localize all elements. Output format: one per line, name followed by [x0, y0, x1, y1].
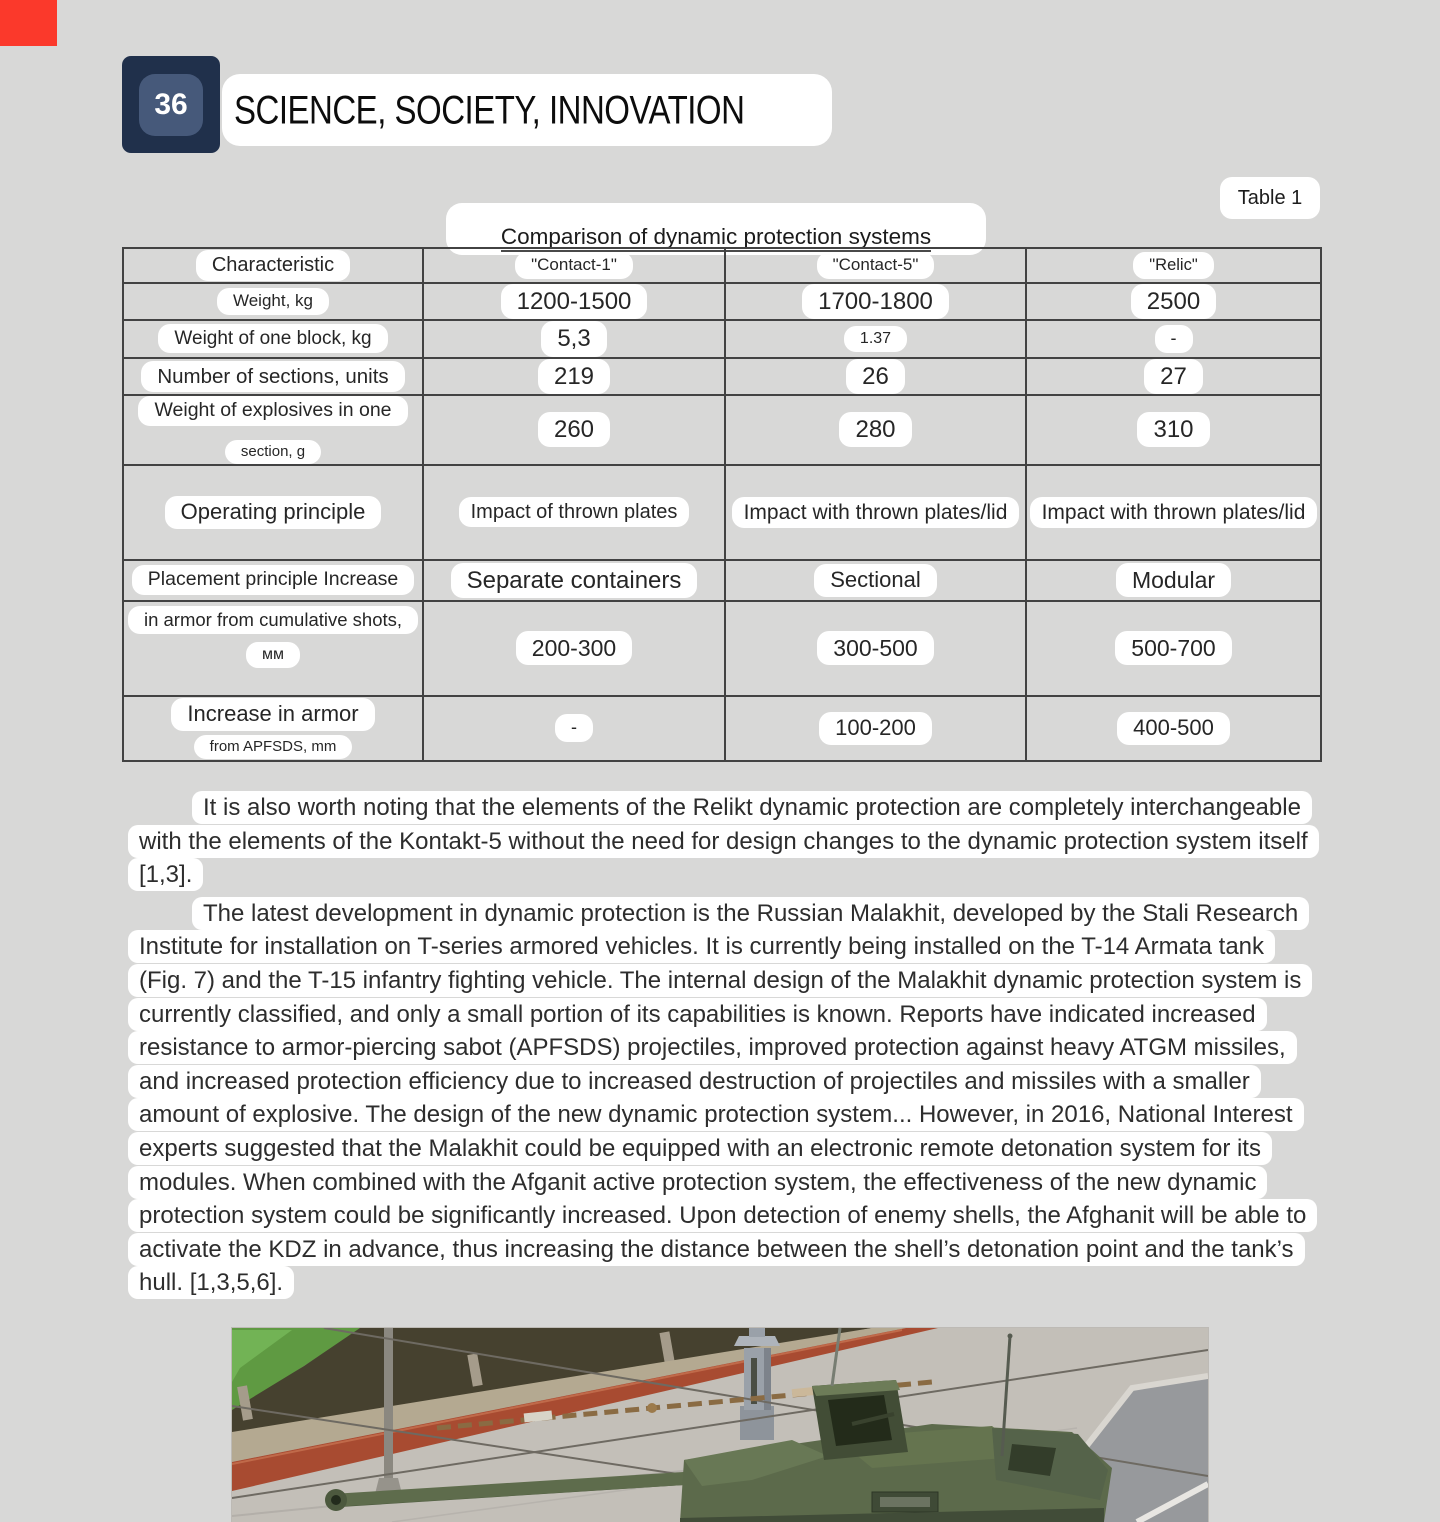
hull-plate-label: [880, 1497, 930, 1507]
comparison-table-wrap: [122, 247, 1320, 758]
table-header-row: [123, 248, 1321, 283]
paragraph-1-text: It is also worth noting that the elements of the Relikt dynamic protection are completely interchangeable with the elements of the Kontakt-5 without the need for design changes to the dynamic protection system itself [1,3].: [128, 791, 1319, 891]
table-row: [123, 601, 1321, 696]
cell-value: Impact with thrown plates/lid: [1030, 497, 1318, 528]
cell-value: 5,3: [541, 321, 606, 356]
table-row: [123, 320, 1321, 357]
table-row: [123, 560, 1321, 601]
page-number: 36: [154, 88, 188, 121]
row-label: Number of sections, units: [141, 361, 404, 392]
row-label: Weight, kg: [217, 288, 329, 315]
table-row: [123, 395, 1321, 465]
cell-value: 310: [1137, 412, 1209, 447]
cell-value: 260: [538, 412, 610, 447]
cell-value: -: [555, 714, 593, 742]
cell-value: 500-700: [1115, 631, 1231, 665]
row-label-stack: [124, 396, 422, 464]
journal-header: [222, 74, 832, 146]
cell-value: Modular: [1116, 563, 1231, 597]
row-label: in armor from cumulative shots,: [128, 606, 418, 635]
journal-header-title: SCIENCE, SOCIETY, INNOVATION: [234, 86, 745, 132]
row-label-stack: [124, 698, 422, 759]
cell-value: 1200-1500: [501, 284, 648, 319]
cell-value: Separate containers: [451, 563, 698, 598]
gun-muzzle-bore: [331, 1495, 341, 1505]
comparison-table: [122, 247, 1322, 762]
cell-value: 200-300: [516, 631, 632, 665]
table-row: [123, 696, 1321, 761]
row-label: Weight of one block, kg: [158, 324, 387, 353]
table-number-label: Table 1: [1220, 177, 1320, 219]
lamp-pole: [384, 1328, 393, 1486]
row-label-stack: [124, 602, 422, 668]
cell-value: 100-200: [819, 712, 932, 745]
table-row: [123, 358, 1321, 395]
paragraph-1: [128, 791, 1314, 892]
row-label: Placement principle Increase: [132, 565, 414, 595]
row-sublabel: мм: [246, 642, 300, 668]
cell-value: 27: [1144, 359, 1203, 394]
red-corner-marker: [0, 0, 57, 46]
paragraph-2: [128, 897, 1314, 1300]
tank-photo-illustration: [232, 1328, 1208, 1522]
row-label: Operating principle: [165, 496, 382, 529]
col-header-relic: "Relic": [1133, 252, 1213, 278]
page-number-badge-inner: [139, 74, 203, 136]
cell-value: 1700-1800: [802, 284, 949, 319]
cell-value: 26: [846, 359, 905, 394]
cell-value: 280: [839, 412, 911, 447]
table-row: [123, 465, 1321, 560]
cell-value: Impact of thrown plates: [459, 497, 690, 527]
paragraph-2-text: The latest development in dynamic protection is the Russian Malakhit, developed by the Stali Research Institute for installation on T-series armored vehicles. It is currently being installed on the T-14 Armata tank (Fig. 7) and the T-15 infantry fighting vehicle. The internal design of the Malakhit dynamic protection system is currently classified, and only a small portion of its capabilities is known. Reports have indicated increased resistance to armor-piercing sabot (APFSDS) projectiles, improved protection against heavy ATGM missiles, and increased protection efficiency due to increased destruction of projectiles and missiles with a smaller amount of explosive. The design of the new dynamic protection system... However, in 2016, National Interest experts suggested that the Malakhit could be equipped with an electronic remote detonation system for its modules. When combined with the Afganit active protection system, the effectiveness of the new dynamic protection system could be significantly increased. Upon detection of enemy shells, the Afghanit will be able to activate the KDZ in advance, thus increasing the distance between the shell’s detonation point and the tank’s hull. [1,3,5,6].: [128, 897, 1317, 1300]
page-number-badge: [122, 56, 220, 153]
article-body: [128, 791, 1314, 1300]
col-header-characteristic: Characteristic: [196, 250, 350, 280]
cell-value: 219: [538, 359, 610, 394]
cell-value: 300-500: [817, 631, 933, 665]
cell-value: -: [1155, 325, 1193, 353]
cell-value: Impact with thrown plates/lid: [732, 497, 1020, 528]
cell-value: 1.37: [844, 326, 907, 352]
row-label: Weight of explosives in one: [138, 396, 407, 426]
row-label: Increase in armor: [171, 698, 374, 731]
cell-value: 2500: [1131, 284, 1216, 319]
table-caption-text: Comparison of dynamic protection systems: [501, 223, 931, 252]
cell-value: Sectional: [814, 564, 937, 597]
antenna-tip: [1008, 1334, 1013, 1339]
tank-photo: [232, 1328, 1208, 1522]
cell-value: 400-500: [1117, 712, 1230, 745]
row-sublabel: from APFSDS, mm: [194, 735, 353, 759]
table-row: [123, 283, 1321, 320]
col-header-contact1: "Contact-1": [515, 252, 633, 279]
row-sublabel: section, g: [225, 440, 321, 464]
col-header-contact5: "Contact-5": [817, 252, 935, 279]
